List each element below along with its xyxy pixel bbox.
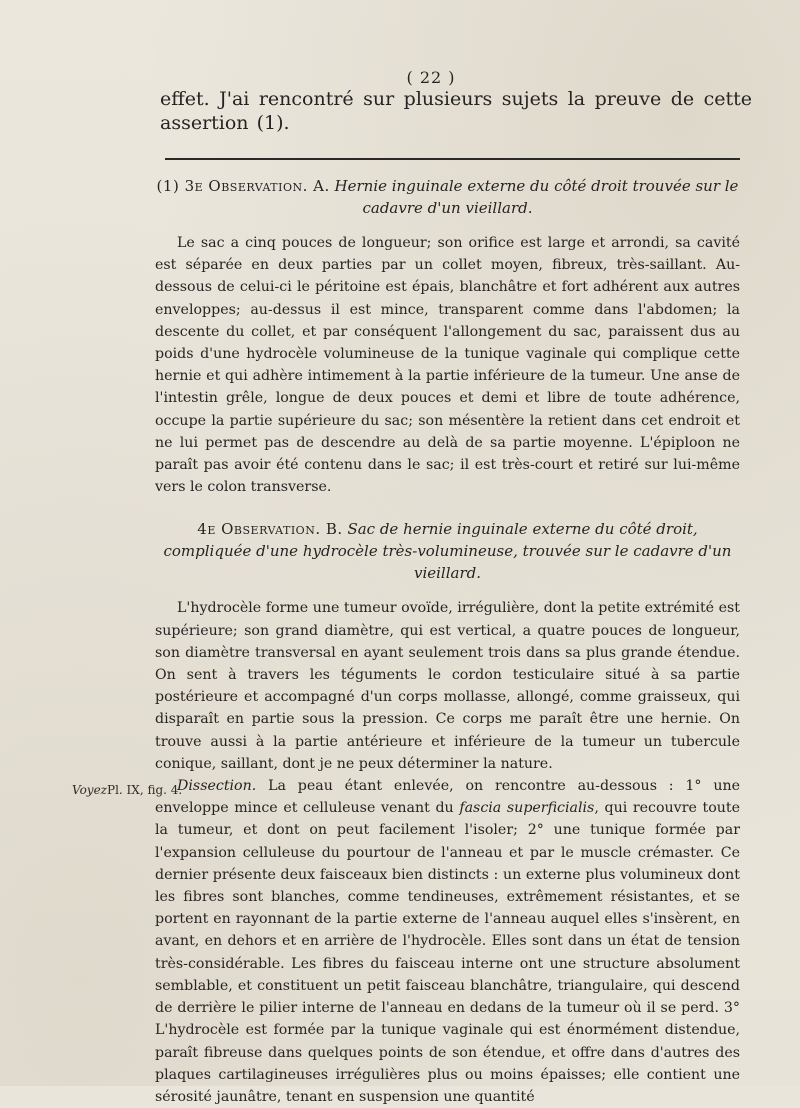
footnote-block (155, 175, 740, 1108)
margin-note-ref: Pl. IX, fig. 4. (107, 783, 183, 797)
dissection-text-start: La peau étant enlevée, on rencontre au-dessous : 1° une enveloppe mince et celluleuse venant du (155, 778, 740, 817)
page-number: ( 22 ) (406, 68, 456, 87)
fascia-term: fascia superficialis (459, 800, 595, 817)
observation-heading-b (155, 518, 740, 584)
dissection-text-end: , qui recouvre toute la tumeur, et dont on peut facilement l'isoler; 2° une tunique formée par l'expansion celluleuse du pourtour de l'anneau et par le muscle crémaster. Ce dernier présente deux faisceaux bien distincts : un externe plus volumineux dont les fibres sont blanches, comme tendineuses, extrêmement résistantes, et se portent en rayonnant de la partie externe de l'anneau auquel elles s'insèrent, en avant, en dehors et en arrière de l'hydrocèle. Elles sont dans un état de tension très-considérable. Les fibres du faisceau interne ont une structure absolument semblable, et constituent un petit faisceau blanchâtre, triangulaire, qui descend de derrière le pilier interne de l'anneau en dedans de la tumeur où il se perd. 3° L'hydrocèle est formée par la tunique vaginale qui est énormément distendue, paraît fibreuse dans quelques points de son étendue, et offre dans d'autres des plaques cartilagineuses irrégulières plus ou moins épaisses; elle contient une sérosité jaunâtre, tenant en suspension une quantité (155, 800, 740, 1105)
observation-title: Hernie inguinale externe du côté droit trouvée sur le cadavre d'un vieillard. (334, 177, 739, 217)
footnote-divider (165, 158, 740, 160)
observation-paragraph: L'hydrocèle forme une tumeur ovoïde, irrégulière, dont la petite extrémité est supérieure; son grand diamètre, qui est vertical, a quatre pouces de longueur, son diamètre transversal en ayant seulement trois dans sa plus grande étendue. On sent à travers les téguments le cordon testiculaire situé à sa partie postérieure et accompagné d'un corps mollasse, allongé, comme graisseux, qui disparaît en partie sous la pression. Ce corps me paraît être une hernie. On trouve aussi à la partie antérieure et inférieure de la tumeur un tubercule conique, saillant, dont je ne peux déterminer la nature. (155, 600, 740, 772)
dissection-paragraph (155, 775, 740, 1108)
observation-title: Sac de hernie inguinale externe du côté droit, compliquée d'une hydrocèle très-volumineuse, trouvée sur le cadavre d'un vieillard. (163, 520, 732, 583)
margin-note-plate-reference (72, 783, 182, 797)
observation-paragraph: Le sac a cinq pouces de longueur; son orifice est large et arrondi, sa cavité est séparée en deux parties par un collet moyen, fibreux, très-saillant. Au-dessous de celui-ci le péritoine est épais, blanchâtre et fort adhérent aux autres enveloppes; au-dessus il est mince, transparent comme dans l'abdomen; la descente du collet, et par conséquent l'allongement du sac, paraissent dus au poids d'une hydrocèle volumineuse de la tunique vaginale qui complique cette hernie et qui adhère intimement à la partie inférieure de la tumeur. Une anse de l'intestin grêle, longue de deux pouces et demi et libre de toute adhérence, occupe la partie supérieure du sac; son mésentère la retient dans cet endroit et ne lui permet pas de descendre au delà de sa partie moyenne. L'épiploon ne paraît pas avoir été contenu dans le sac; il est très-court et retiré sur lui-même vers le colon transverse. (155, 235, 740, 496)
margin-note-italic: Voyez (72, 783, 107, 797)
observation-label: 4e Observation. B. (197, 520, 343, 539)
observation-heading-a (155, 175, 740, 219)
opening-text: effet. J'ai rencontré sur plusieurs sujets la preuve de cette assertion (1). (160, 88, 752, 134)
observation-label: (1) 3e Observation. A. (156, 177, 330, 195)
dissection-label: Dissection. (177, 778, 257, 795)
